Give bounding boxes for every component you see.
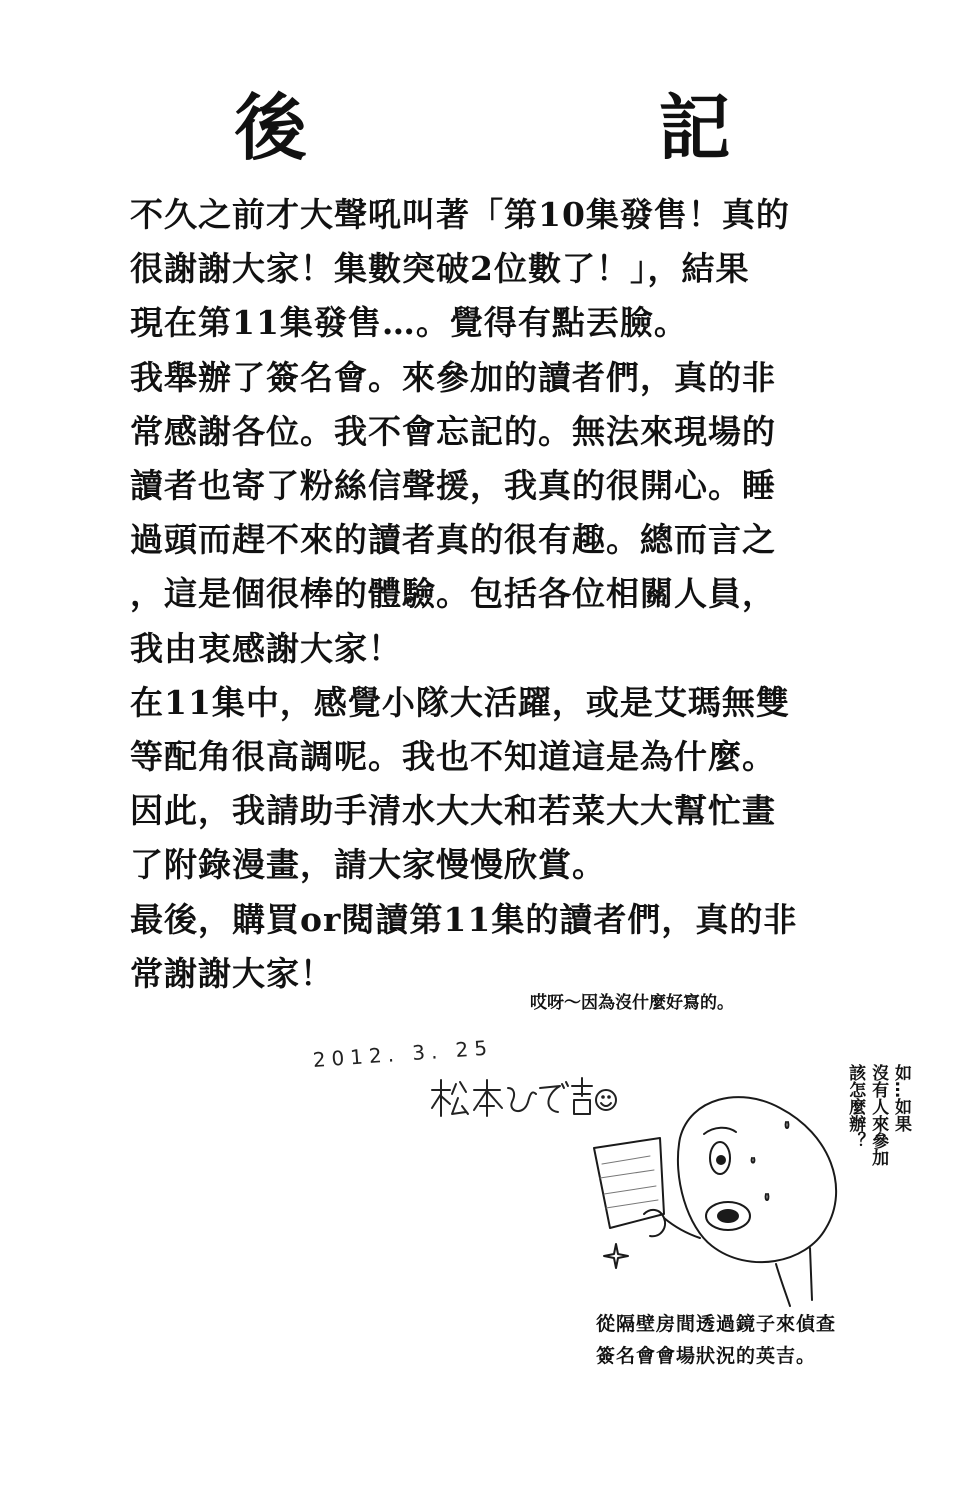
character-drawing-icon — [580, 1068, 870, 1308]
signature-date: 2012. 3. 25 — [312, 1035, 494, 1072]
caption-line: 從隔壁房間透過鏡子來偵查 — [596, 1313, 837, 1335]
body-line: 因此，我請助手清水大大和若菜大大幫忙畫 — [130, 791, 776, 831]
body-line: 不久之前才大聲吼叫著「第10集發售！真的 — [130, 195, 790, 234]
sketch-caption — [596, 1308, 836, 1372]
body-line: 讀者也寄了粉絲信聲援，我真的很開心。睡 — [130, 466, 776, 506]
character-sketch — [580, 1068, 870, 1308]
side-note: 哎呀～因為沒什麼好寫的。 — [530, 993, 734, 1013]
bubble-line: 該怎麼辦？ — [845, 1064, 866, 1149]
afterword-body — [130, 188, 850, 1001]
body-line: 等配角很高調呢。我也不知道這是為什麼。 — [130, 737, 776, 777]
body-line: 了附錄漫畫，請大家慢慢欣賞。 — [130, 845, 606, 885]
body-line: 常謝謝大家！ — [130, 953, 334, 993]
body-line: 過頭而趕不來的讀者真的很有趣。總而言之 — [130, 520, 776, 560]
bubble-line: 如…如果 — [891, 1064, 911, 1132]
body-line: 在11集中，感覺小隊大活躍，或是艾瑪無雙 — [130, 682, 790, 722]
bubble-line: 沒有人來參加 — [868, 1064, 889, 1166]
body-line: 最後，購買or閱讀第11集的讀者們，真的非 — [130, 899, 798, 939]
speech-bubble — [842, 1064, 912, 1214]
body-line: 我舉辦了簽名會。來參加的讀者們，真的非 — [130, 357, 776, 397]
body-line: 我由衷感謝大家！ — [130, 628, 402, 668]
body-line: 常感謝各位。我不會忘記的。無法來現場的 — [130, 411, 776, 451]
caption-line: 簽名會會場狀況的英吉。 — [596, 1345, 817, 1367]
body-line: 很謝謝大家！集數突破2位數了！」，結果 — [130, 249, 750, 289]
page-title: 後 記 — [234, 85, 871, 170]
body-line: ，這是個很棒的體驗。包括各位相關人員， — [130, 574, 776, 614]
body-line: 現在第11集發售…。覺得有點丟臉。 — [130, 303, 688, 343]
